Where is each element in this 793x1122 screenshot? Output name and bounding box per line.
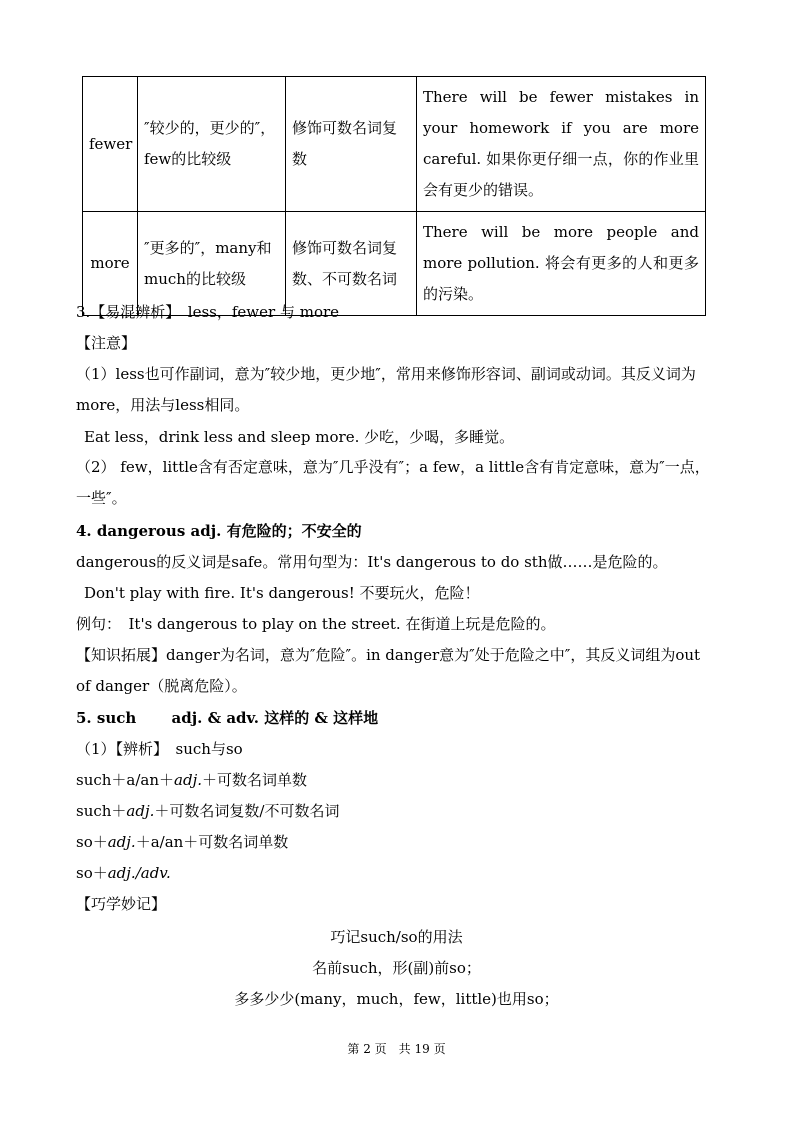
mnemonic-line: 多多少少(many，much，few，little)也用so；: [234, 990, 559, 1008]
section-4-example-2: 例句： It's dangerous to play on the street. 在街道上玩是危险的。: [76, 615, 556, 633]
usage-cell: 修饰可数名词复数: [286, 77, 417, 212]
rule-line: so＋adj./adv.: [76, 864, 171, 882]
example-cell: There will be fewer mistakes in your homework if you are more careful. 如果你更仔细一点，你的作业里会有更少的错误。: [417, 77, 706, 212]
mnemonic-line: 名前such，形(副)前so；: [312, 959, 481, 977]
vocab-table: [82, 76, 706, 316]
rule-line: such＋a/an＋adj.＋可数名词单数: [76, 771, 308, 789]
mnemonic-title: 巧记such/so的用法: [330, 928, 463, 946]
table-row: [83, 77, 706, 212]
section-4-heading: 4. dangerous adj. 有危险的；不安全的: [76, 522, 362, 540]
example-cell: There will be more people and more pollution. 将会有更多的人和更多的污染。: [417, 212, 706, 316]
section-5-heading: 5. such adj. & adv. 这样的 & 这样地: [76, 709, 379, 727]
section-4-paragraph: dangerous的反义词是safe。常用句型为：It's dangerous to do sth做……是危险的。: [76, 553, 668, 571]
knowledge-extension: 【知识拓展】danger为名词，意为″危险″。in danger意为″处于危险之中″，其反义词组为out of danger（脱离危险）。: [76, 646, 701, 695]
note-paragraph-2: （2） few，little含有否定意味，意为″几乎没有″；a few，a little含有肯定意味，意为″一点，一些″。: [76, 458, 710, 507]
memory-tip-label: 【巧学妙记】: [76, 895, 167, 913]
note-paragraph-1: （1）less也可作副词，意为″较少地，更少地″，常用来修饰形容词、副词或动词。其反义词为more，用法与less相同。: [76, 365, 696, 414]
section-3-heading: 3.【易混辨析】 less，fewer 与 more: [76, 303, 340, 321]
section-5-subheading: （1）【辨析】 such与so: [76, 740, 243, 758]
usage-cell: 修饰可数名词复数、不可数名词: [286, 212, 417, 316]
word-cell: more: [83, 212, 138, 316]
rule-line: such＋adj.＋可数名词复数/不可数名词: [76, 802, 340, 820]
rule-line: so＋adj.＋a/an＋可数名词单数: [76, 833, 289, 851]
section-4-example: Don't play with fire. It's dangerous! 不要玩火，危险！: [84, 584, 480, 602]
note-label: 【注意】: [76, 334, 137, 352]
page-footer: 第 2 页 共 19 页: [347, 1042, 446, 1056]
word-cell: fewer: [83, 77, 138, 212]
meaning-cell: ″较少的，更少的″，few的比较级: [138, 77, 286, 212]
example-sentence: Eat less，drink less and sleep more. 少吃，少喝，多睡觉。: [84, 428, 515, 446]
meaning-cell: ″更多的″，many和much的比较级: [138, 212, 286, 316]
table-row: [83, 212, 706, 316]
